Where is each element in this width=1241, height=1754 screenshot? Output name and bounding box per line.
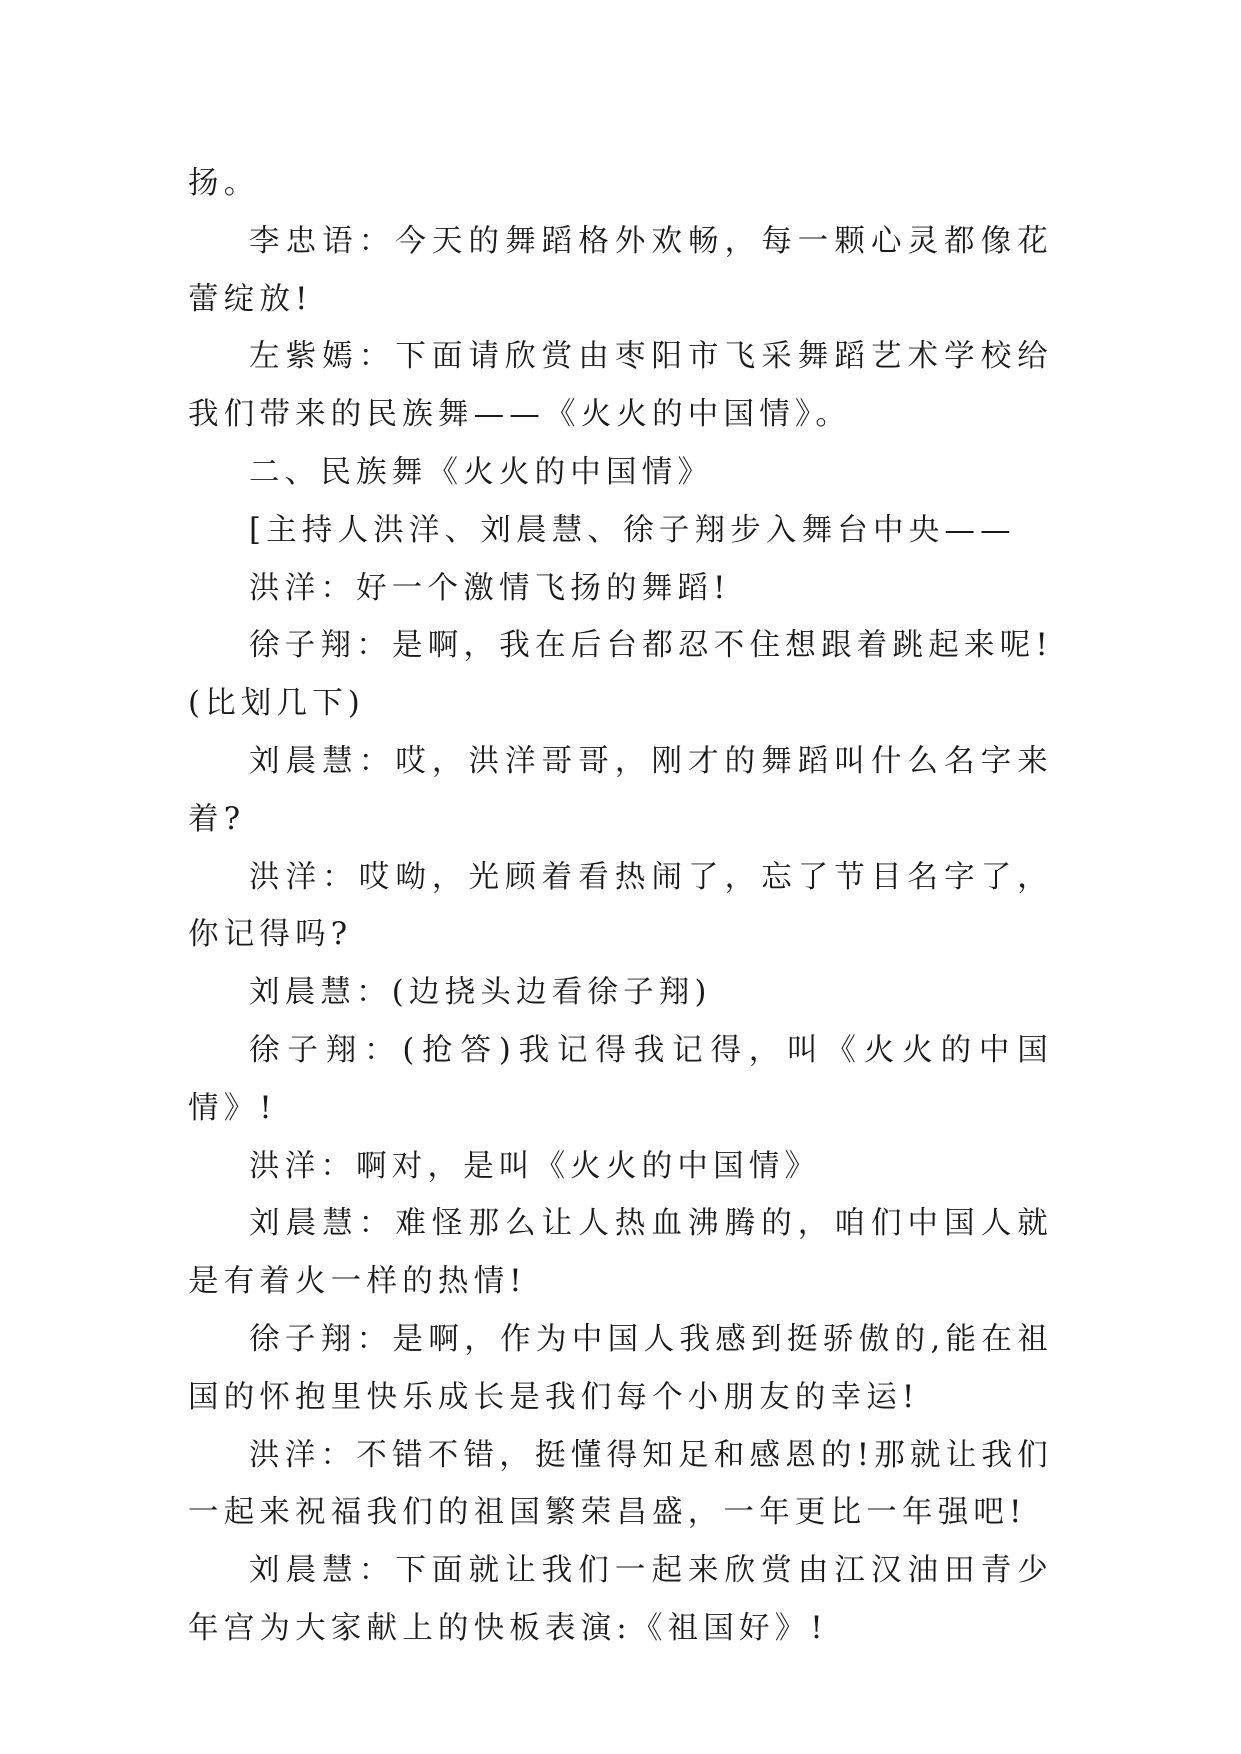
section-heading: 二、民族舞《火火的中国情》 — [249, 454, 714, 490]
dialogue-line: 左紫嫣：下面请欣赏由枣阳市飞采舞蹈艺术学校给我们带来的民族舞——《火火的中国情》。 — [188, 339, 1053, 433]
stage-direction: [主持人洪洋、刘晨慧、徐子翔步入舞台中央—— — [249, 512, 1016, 548]
dialogue-line: 刘晨慧：哎，洪洋哥哥，刚才的舞蹈叫什么名字来着? — [188, 743, 1053, 837]
paragraph-continuation: 扬。 — [188, 166, 260, 201]
dialogue-line: 李忠语：今天的舞蹈格外欢畅，每一颗心灵都像花蕾绽放! — [188, 223, 1053, 317]
document-body — [188, 155, 1053, 1658]
dialogue-line: 刘晨慧：(边挠头边看徐子翔) — [249, 975, 712, 1011]
dialogue-line: 徐子翔：是啊，我在后台都忍不住想跟着跳起来呢!(比划几下) — [188, 628, 1053, 722]
dialogue-line: 洪洋：不错不错，挺懂得知足和感恩的!那就让我们一起来祝福我们的祖国繁荣昌盛，一年更比一年强吧! — [188, 1437, 1053, 1531]
dialogue-line: 徐子翔：(抢答)我记得我记得，叫《火火的中国情》! — [188, 1032, 1053, 1126]
dialogue-line: 徐子翔：是啊，作为中国人我感到挺骄傲的,能在祖国的怀抱里快乐成长是我们每个小朋友的幸运! — [188, 1321, 1053, 1415]
dialogue-line: 刘晨慧：下面就让我们一起来欣赏由江汉油田青少年宫为大家献上的快板表演:《祖国好》! — [188, 1553, 1053, 1646]
dialogue-line: 刘晨慧：难怪那么让人热血沸腾的，咱们中国人就是有着火一样的热情! — [188, 1206, 1053, 1300]
dialogue-line: 洪洋：哎呦，光顾着看热闹了，忘了节目名字了，你记得吗? — [188, 859, 1053, 953]
dialogue-line: 洪洋：好一个激情飞扬的舞蹈! — [249, 570, 731, 606]
dialogue-line: 洪洋：啊对，是叫《火火的中国情》 — [249, 1148, 821, 1184]
